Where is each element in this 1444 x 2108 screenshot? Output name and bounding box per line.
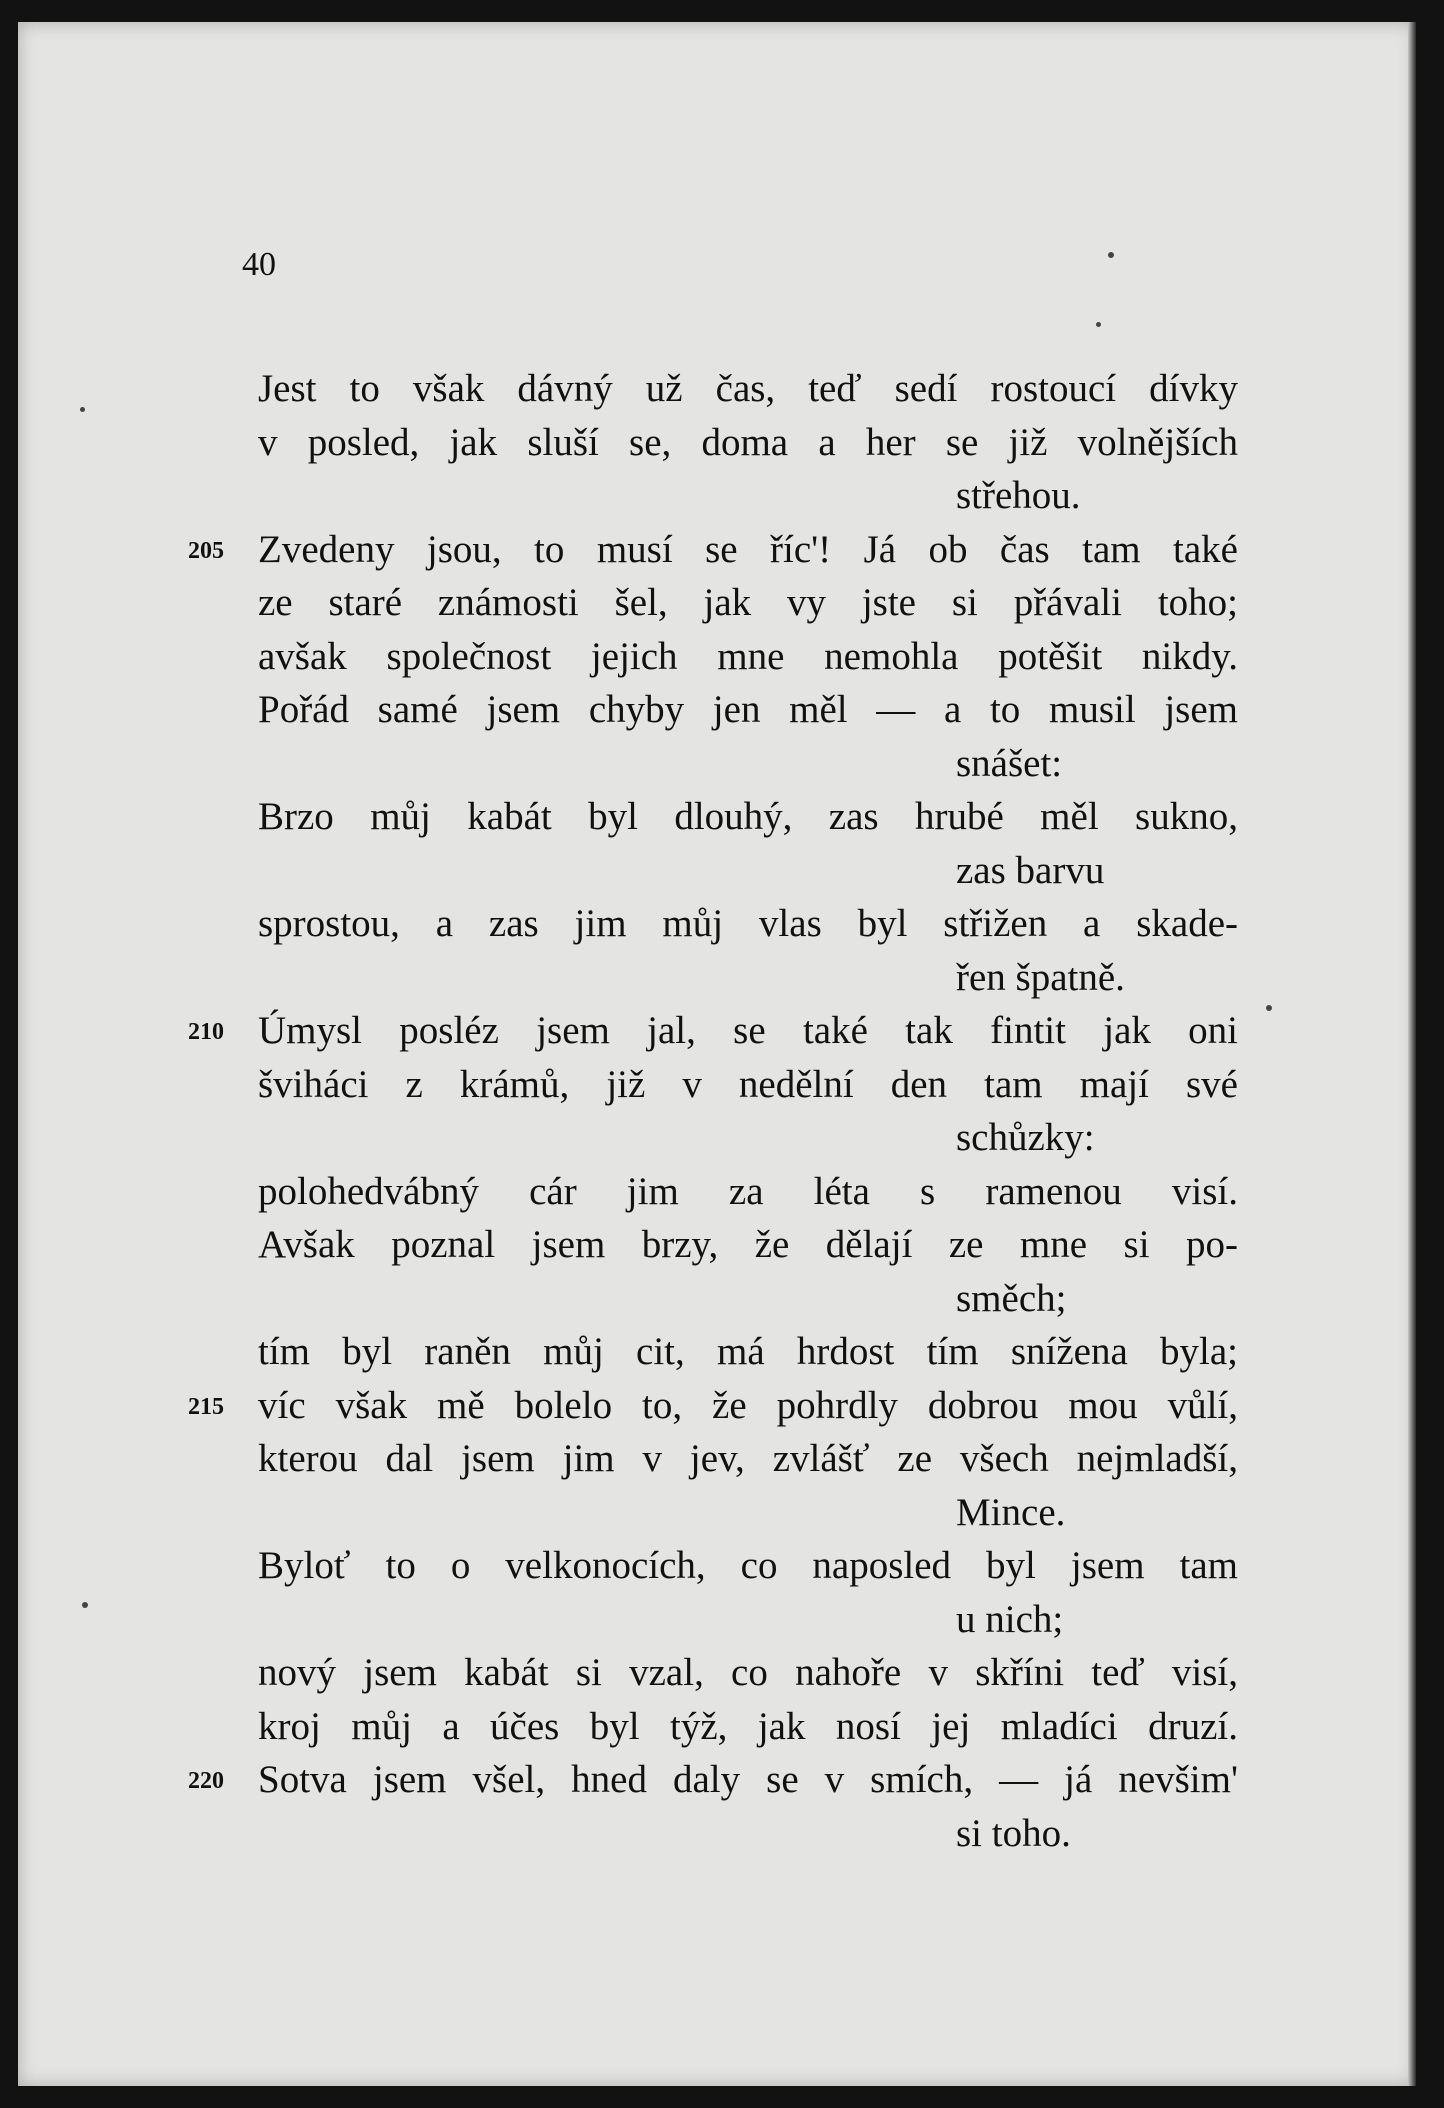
line-text: směch;	[956, 1276, 1067, 1320]
line-text: kroj můj a účes byl týž, jak nosí jej mladíci druzí.	[258, 1704, 1238, 1748]
verse-line-continuation	[18, 1593, 1416, 1647]
line-text: snášet:	[956, 741, 1063, 785]
line-number: 210	[188, 1019, 224, 1045]
line-text: Mince.	[956, 1490, 1066, 1534]
line-text: schůzky:	[956, 1116, 1095, 1159]
verse-line-continuation	[18, 1807, 1416, 1861]
line-text: ze staré známosti šel, jak vy jste si přávali toho;	[258, 581, 1238, 624]
verse-line	[18, 362, 1416, 416]
verse-block	[18, 362, 1416, 1860]
line-text: Pořád samé jsem chyby jen měl — a to musil jsem	[258, 688, 1238, 731]
page-number: 40	[242, 246, 276, 283]
verse-line-continuation	[18, 1272, 1416, 1326]
line-text: šviháci z krámů, již v nedělní den tam mají své	[258, 1062, 1238, 1106]
line-text: sprostou, a zas jim můj vlas byl střižen a skade-	[258, 902, 1238, 945]
line-text: nový jsem kabát si vzal, co nahoře v skříni teď visí,	[258, 1651, 1238, 1694]
verse-line	[18, 897, 1416, 951]
verse-line	[18, 1325, 1416, 1379]
verse-line	[18, 416, 1416, 470]
verse-line	[18, 1165, 1416, 1219]
scan-speck	[1108, 252, 1114, 258]
scan-speck	[1266, 1005, 1272, 1011]
line-number: 205	[188, 537, 224, 564]
line-text: si toho.	[956, 1811, 1071, 1855]
verse-line	[18, 630, 1416, 684]
verse-line	[18, 1646, 1416, 1700]
line-text: Sotva jsem všel, hned daly se v smích, — já nevšim'	[258, 1758, 1238, 1801]
scan-speck	[80, 407, 85, 412]
line-text: střehou.	[956, 474, 1081, 517]
line-text: avšak společnost jejich mne nemohla potěšit nikdy.	[258, 634, 1238, 678]
line-text: zas barvu	[956, 848, 1105, 892]
verse-line	[18, 1218, 1416, 1272]
line-text: tím byl raněn můj cit, má hrdost tím snížena byla;	[258, 1330, 1238, 1373]
verse-line	[18, 683, 1416, 737]
verse-line	[18, 1432, 1416, 1486]
scan-speck	[82, 1602, 88, 1608]
verse-line	[18, 1379, 1416, 1433]
verse-line	[18, 1539, 1416, 1593]
line-text: Zvedeny jsou, to musí se říc'! Já ob čas tam také	[258, 527, 1238, 571]
line-text: Byloť to o velkonocích, co naposled byl jsem tam	[258, 1544, 1238, 1587]
verse-line	[18, 576, 1416, 630]
line-number: 215	[188, 1393, 224, 1420]
verse-line-continuation	[18, 737, 1416, 791]
line-text: řen špatně.	[956, 955, 1125, 999]
line-text: u nich;	[956, 1597, 1064, 1641]
line-number: 220	[188, 1768, 224, 1794]
verse-line-continuation	[18, 844, 1416, 898]
line-text: Brzo můj kabát byl dlouhý, zas hrubé měl sukno,	[258, 795, 1238, 838]
scan-speck	[1096, 322, 1101, 327]
verse-line-continuation	[18, 469, 1416, 523]
book-page	[18, 22, 1416, 2086]
line-text: víc však mě bolelo to, že pohrdly dobrou mou vůlí,	[258, 1383, 1238, 1427]
verse-line	[18, 1058, 1416, 1112]
verse-line	[18, 1004, 1416, 1058]
line-text: v posled, jak sluší se, doma a her se již volnějších	[258, 420, 1238, 464]
verse-line-continuation	[18, 1111, 1416, 1165]
line-text: Avšak poznal jsem brzy, že dělají ze mne si po-	[258, 1223, 1238, 1266]
verse-line-continuation	[18, 1486, 1416, 1540]
verse-line	[18, 1753, 1416, 1807]
line-text: kterou dal jsem jim v jev, zvlášť ze všech nejmladší,	[258, 1437, 1238, 1480]
verse-line-continuation	[18, 951, 1416, 1005]
verse-line	[18, 790, 1416, 844]
line-text: Úmysl posléz jsem jal, se také tak fintit jak oni	[258, 1009, 1238, 1052]
line-text: polohedvábný cár jim za léta s ramenou visí.	[258, 1169, 1238, 1213]
line-text: Jest to však dávný už čas, teď sedí rostoucí dívky	[258, 367, 1238, 410]
verse-line	[18, 523, 1416, 577]
verse-line	[18, 1700, 1416, 1754]
